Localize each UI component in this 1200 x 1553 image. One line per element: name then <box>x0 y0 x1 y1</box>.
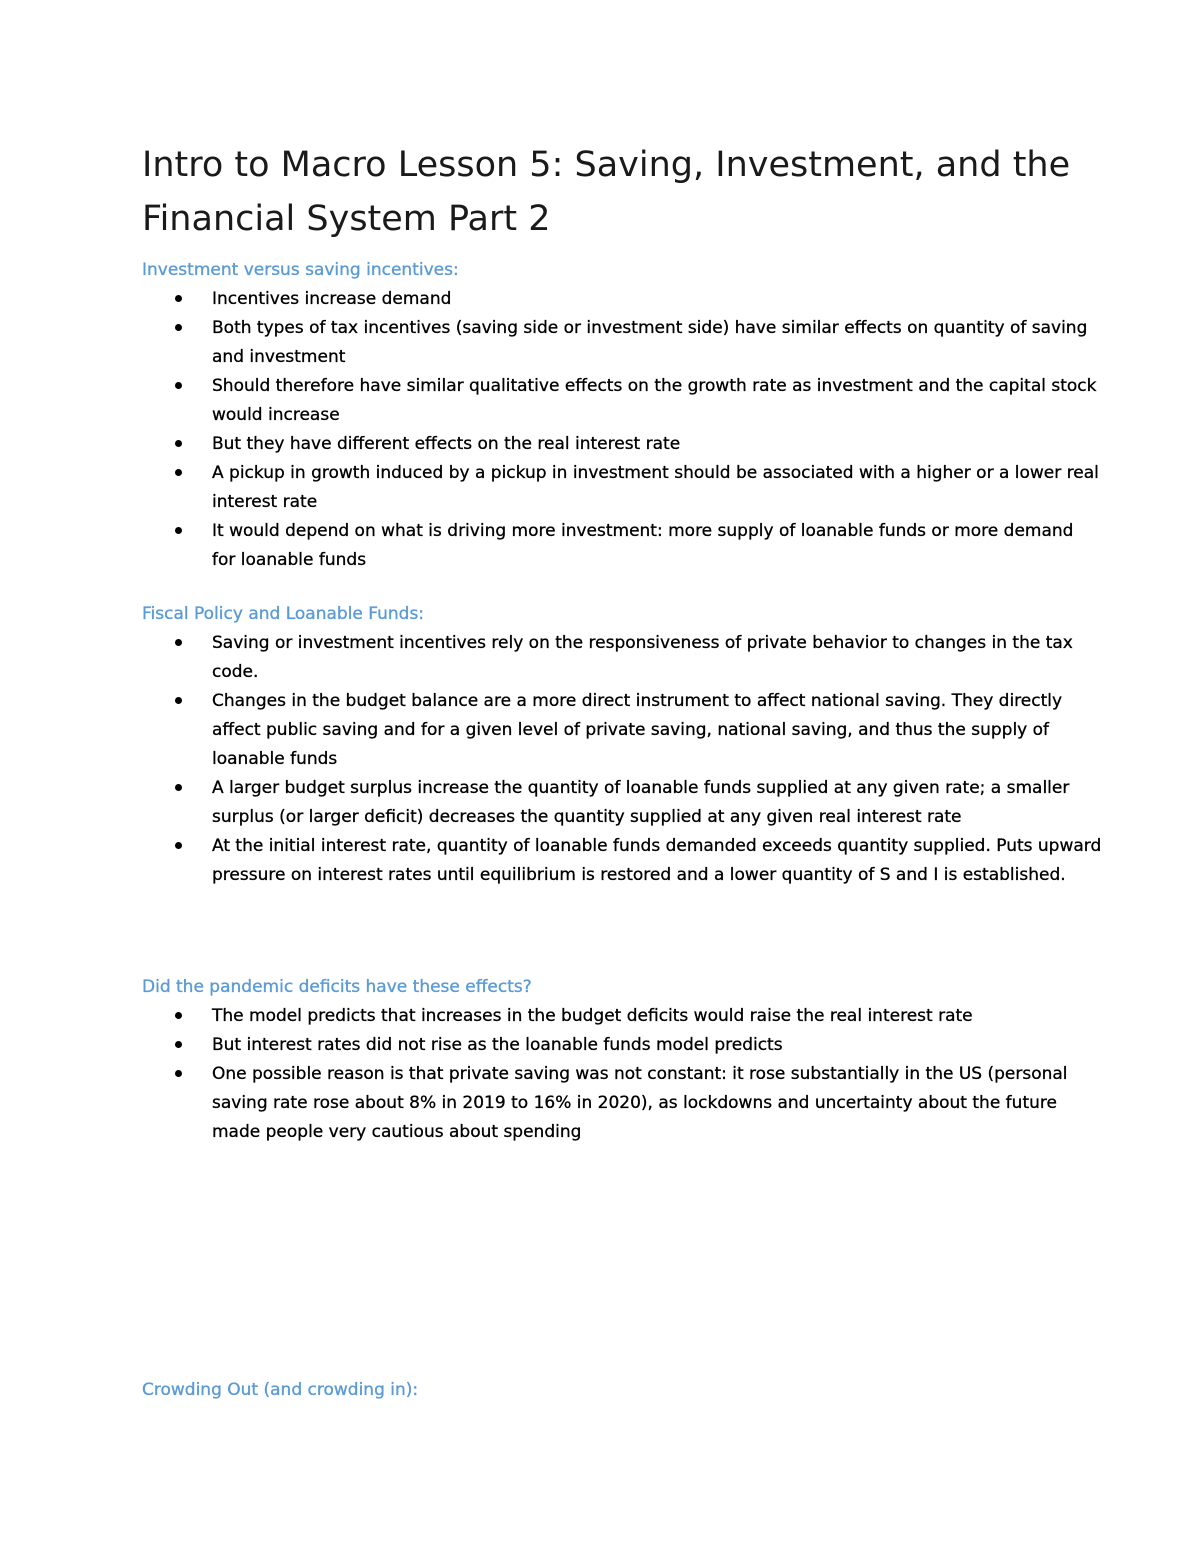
bullet-text: It would depend on what is driving more investment: more supply of loanable funds or more demand for loanable funds <box>212 521 1074 570</box>
bullet-icon <box>175 1070 182 1077</box>
section-investment-vs-saving-incentives <box>142 256 1102 575</box>
bullet-icon <box>175 842 182 849</box>
bullet-text: A larger budget surplus increase the quantity of loanable funds supplied at any given rate; a smaller surplus (or larger deficit) decreases the quantity supplied at any given real interest rate <box>212 778 1070 827</box>
bullet-text: But they have different effects on the real interest rate <box>212 434 681 454</box>
bullet-item <box>142 1002 1102 1031</box>
bullet-text: Should therefore have similar qualitative effects on the growth rate as investment and the capital stock would increase <box>212 376 1097 425</box>
bullet-item <box>142 774 1102 832</box>
bullet-text: But interest rates did not rise as the loanable funds model predicts <box>212 1035 783 1055</box>
bullet-icon <box>175 1041 182 1048</box>
section-fiscal-policy-loanable-funds <box>142 600 1102 890</box>
bullet-item <box>142 629 1102 687</box>
bullet-list <box>142 629 1102 890</box>
bullet-text: The model predicts that increases in the budget deficits would raise the real interest rate <box>212 1006 973 1026</box>
bullet-text: Saving or investment incentives rely on the responsiveness of private behavior to changes in the tax code. <box>212 633 1073 682</box>
section-heading: Crowding Out (and crowding in): <box>142 1380 419 1400</box>
bullet-icon <box>175 527 182 534</box>
bullet-item <box>142 285 1102 314</box>
bullet-text: Both types of tax incentives (saving side or investment side) have similar effects on quantity of saving and investment <box>212 318 1088 367</box>
bullet-item <box>142 832 1102 890</box>
bullet-text: One possible reason is that private saving was not constant: it rose substantially in the US (personal saving rate rose about 8% in 2019 to 16% in 2020), as lockdowns and uncertainty about the future made people very cautious about spending <box>212 1064 1068 1142</box>
bullet-item <box>142 517 1102 575</box>
section-heading: Investment versus saving incentives: <box>142 260 459 280</box>
bullet-icon <box>175 382 182 389</box>
bullet-icon <box>175 1012 182 1019</box>
section-heading: Did the pandemic deficits have these effects? <box>142 977 532 997</box>
bullet-text: Changes in the budget balance are a more direct instrument to affect national saving. They directly affect public saving and for a given level of private saving, national saving, and thus the supply of loanable funds <box>212 691 1063 769</box>
document-title: Intro to Macro Lesson 5: Saving, Investment, and the Financial System Part 2 <box>142 145 1071 239</box>
bullet-text: A pickup in growth induced by a pickup in investment should be associated with a higher or a lower real interest rate <box>212 463 1099 512</box>
section-pandemic-deficits <box>142 973 1102 1147</box>
section-crowding-out <box>142 1376 1102 1405</box>
section-heading: Fiscal Policy and Loanable Funds: <box>142 604 425 624</box>
bullet-item <box>142 459 1102 517</box>
bullet-icon <box>175 295 182 302</box>
bullet-icon <box>175 440 182 447</box>
bullet-text: At the initial interest rate, quantity of loanable funds demanded exceeds quantity supplied. Puts upward pressure on interest rates until equilibrium is restored and a lower quantity of S and I is established. <box>212 836 1102 885</box>
bullet-icon <box>175 697 182 704</box>
bullet-icon <box>175 639 182 646</box>
bullet-icon <box>175 324 182 331</box>
bullet-item <box>142 687 1102 774</box>
bullet-item <box>142 1031 1102 1060</box>
bullet-item <box>142 430 1102 459</box>
bullet-item <box>142 372 1102 430</box>
bullet-icon <box>175 469 182 476</box>
bullet-item <box>142 314 1102 372</box>
bullet-list <box>142 1002 1102 1147</box>
bullet-item <box>142 1060 1102 1147</box>
bullet-list <box>142 285 1102 575</box>
bullet-icon <box>175 784 182 791</box>
bullet-text: Incentives increase demand <box>212 289 452 309</box>
